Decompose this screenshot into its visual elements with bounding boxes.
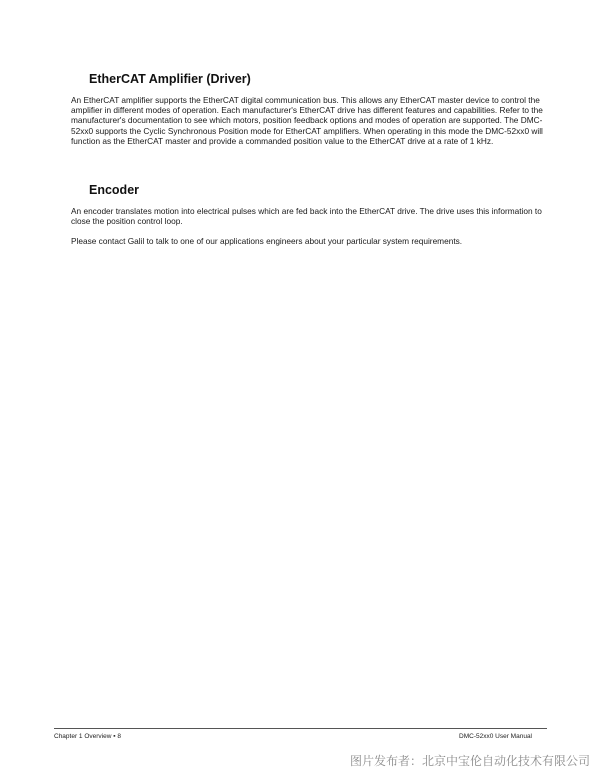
- footer-chapter-page: Chapter 1 Overview ▪ 8: [54, 733, 121, 740]
- paragraph-contact-galil: Please contact Galil to talk to one of our applications engineers about your particular system requirements.: [71, 236, 463, 246]
- publisher-watermark: 图片发布者：北京中宝伦自动化技术有限公司: [349, 754, 590, 768]
- section-heading-encoder: Encoder: [89, 183, 140, 197]
- paragraph-encoder: An encoder translates motion into electrical pulses which are fed back into the EtherCAT drive. The drive uses this information to close the position control loop.: [71, 206, 542, 227]
- footer-manual-title: DMC-52xx0 User Manual: [459, 733, 532, 740]
- footer-divider: [54, 728, 547, 729]
- section-heading-ethercat-amplifier: EtherCAT Amplifier (Driver): [89, 72, 251, 86]
- paragraph-ethercat-amplifier: An EtherCAT amplifier supports the EtherCAT digital communication bus. This allows any EtherCAT master device to control the amplifier in different modes of operation. Each manufacturer's EtherCAT drive has different features and capabilities. Refer to the manufacturer's documentation to see which motors, position feedback options and modes of operation are supported. The DMC-52xx0 supports the Cyclic Synchronous Position mode for EtherCAT amplifiers. When operating in this mode the DMC-52xx0 will function as the EtherCAT master and provide a commanded position value to the EtherCAT drive at a rate of 1 kHz.: [71, 95, 543, 146]
